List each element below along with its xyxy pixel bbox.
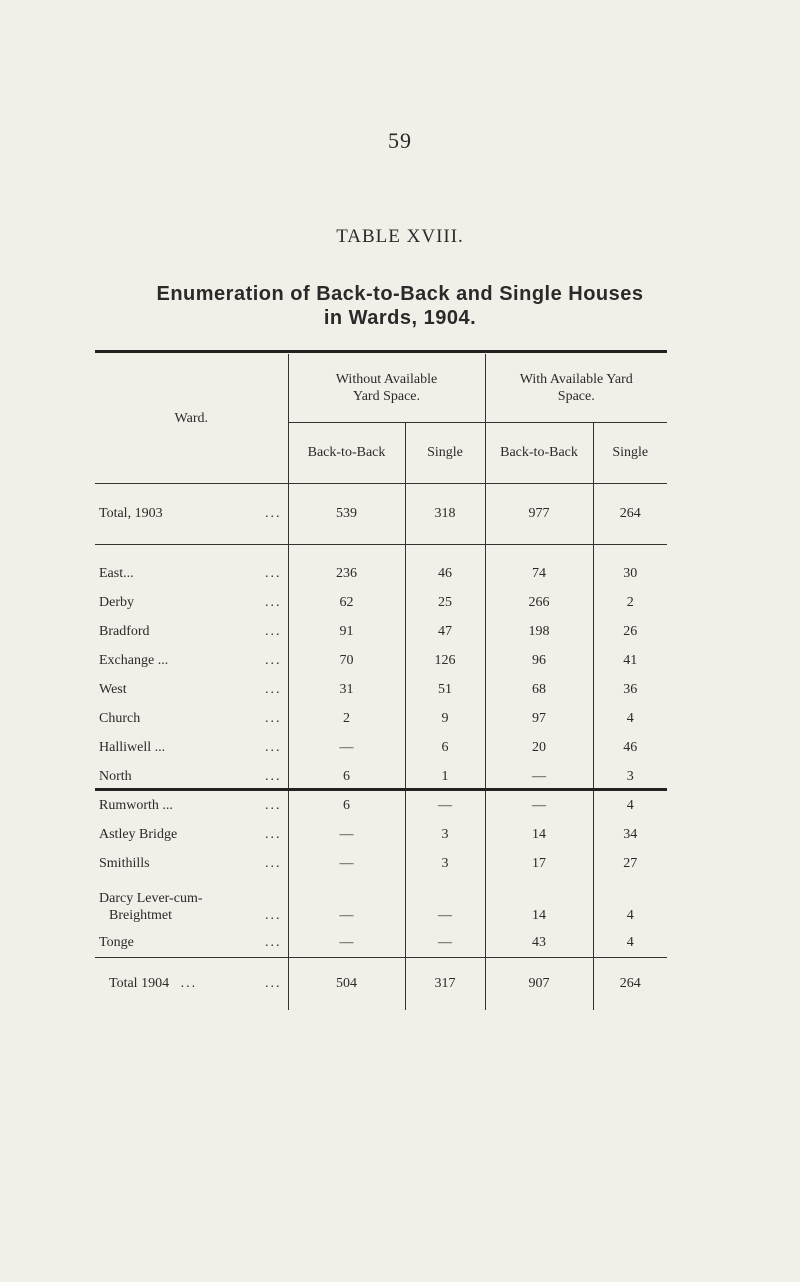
cell: 30 xyxy=(623,565,638,581)
ward-text xyxy=(99,890,203,924)
cell: 2 xyxy=(626,594,634,610)
leader-dots: ... xyxy=(265,934,282,950)
cell: 27 xyxy=(623,855,638,871)
cell: — xyxy=(405,791,485,820)
total-1903-label xyxy=(95,484,288,545)
leader-dots: ... xyxy=(265,908,282,923)
subheader-single-2: Single xyxy=(593,423,667,484)
cell: 34 xyxy=(623,826,638,842)
ward-text: Exchange ... xyxy=(99,652,169,668)
cell: 26 xyxy=(623,623,638,639)
cell: 4 xyxy=(626,908,634,923)
without-yard-header xyxy=(288,354,485,423)
ward-text: Rumworth ... xyxy=(99,797,173,813)
table-row xyxy=(95,762,667,791)
ward-text: Bradford xyxy=(99,623,150,639)
table-row xyxy=(95,545,667,589)
ward-name xyxy=(95,849,288,878)
cell: 318 xyxy=(405,484,485,545)
ward-text: Smithills xyxy=(99,855,150,871)
table-row xyxy=(95,820,667,849)
leader-dots: ... xyxy=(265,797,282,813)
cell: 3 xyxy=(405,849,485,878)
ward-text: Astley Bridge xyxy=(99,826,178,842)
cell: 74 xyxy=(485,545,593,589)
total-1904-label xyxy=(95,958,288,1011)
leader-dots: ... xyxy=(265,681,282,697)
cell: 31 xyxy=(288,675,405,704)
cell: — xyxy=(288,878,405,928)
cell: 91 xyxy=(288,617,405,646)
cell: 20 xyxy=(485,733,593,762)
leader-dots: ... xyxy=(265,855,282,871)
leader-dots: ... xyxy=(265,506,282,521)
cell: 36 xyxy=(623,681,638,697)
table-row xyxy=(95,588,667,617)
without-yard-text: Without Available Yard Space. xyxy=(335,372,438,404)
table-row xyxy=(95,791,667,820)
cell: 6 xyxy=(288,791,405,820)
table-row xyxy=(95,733,667,762)
cell: 43 xyxy=(485,928,593,958)
cell: 504 xyxy=(288,958,405,1011)
cell: 46 xyxy=(623,739,638,755)
cell: 47 xyxy=(405,617,485,646)
ward-text-line-2: Breightmet xyxy=(109,908,172,923)
cell: 266 xyxy=(485,588,593,617)
cell: 62 xyxy=(288,588,405,617)
ward-text: East... xyxy=(99,565,134,581)
top-rule xyxy=(95,350,667,353)
cell: 6 xyxy=(405,733,485,762)
leader-dots: ... xyxy=(265,976,282,991)
cell: 4 xyxy=(626,797,634,813)
table-row xyxy=(95,849,667,878)
table-number: TABLE XVIII. xyxy=(336,226,464,247)
leader-dots: ... xyxy=(265,710,282,726)
total-1904-row xyxy=(95,958,667,1011)
table-row xyxy=(95,617,667,646)
ward-header: Ward. xyxy=(95,354,288,484)
cell: 96 xyxy=(485,646,593,675)
cell: — xyxy=(485,762,593,791)
cell: 198 xyxy=(485,617,593,646)
ward-text: Church xyxy=(99,710,141,726)
total-1903-row xyxy=(95,484,667,545)
leader-dots: ... xyxy=(265,652,282,668)
houses-table xyxy=(95,354,667,1010)
leader-dots: ... xyxy=(265,768,282,784)
ward-name xyxy=(95,791,288,820)
ward-name xyxy=(95,675,288,704)
ward-name xyxy=(95,928,288,958)
ward-name xyxy=(95,545,288,589)
cell: 97 xyxy=(485,704,593,733)
ward-text: Halliwell ... xyxy=(99,739,166,755)
cell: — xyxy=(485,791,593,820)
with-yard-header xyxy=(485,354,667,423)
with-yard-text: With Available Yard Space. xyxy=(519,372,633,404)
ward-name xyxy=(95,733,288,762)
cell: 3 xyxy=(626,768,634,784)
cell: 51 xyxy=(405,675,485,704)
ward-text: Tonge xyxy=(99,934,134,950)
ward-name xyxy=(95,820,288,849)
cell: 264 xyxy=(593,484,667,545)
cell: 4 xyxy=(626,710,634,726)
ward-text: Derby xyxy=(99,594,134,610)
subheader-back-to-back-1: Back-to-Back xyxy=(288,423,405,484)
cell: 70 xyxy=(288,646,405,675)
cell: 14 xyxy=(485,820,593,849)
cell: 25 xyxy=(405,588,485,617)
cell: — xyxy=(288,849,405,878)
table-row xyxy=(95,675,667,704)
ward-name xyxy=(95,646,288,675)
title-line-2: in Wards, 1904. xyxy=(323,307,477,329)
total-1904-text: Total 1904 xyxy=(109,976,170,991)
ward-name xyxy=(95,878,288,928)
subheader-single-1: Single xyxy=(405,423,485,484)
total-1903-text: Total, 1903 xyxy=(99,506,163,521)
cell: — xyxy=(405,878,485,928)
cell: 126 xyxy=(405,646,485,675)
leader-dots: ... xyxy=(265,565,282,581)
table-row xyxy=(95,928,667,958)
table-row xyxy=(95,704,667,733)
bottom-rule xyxy=(95,788,667,791)
leader-dots: ... xyxy=(265,623,282,639)
cell: 41 xyxy=(623,652,638,668)
cell: — xyxy=(405,928,485,958)
cell: 17 xyxy=(485,849,593,878)
table-row xyxy=(95,646,667,675)
cell: — xyxy=(288,733,405,762)
ward-name xyxy=(95,762,288,791)
ward-name xyxy=(95,588,288,617)
cell: 9 xyxy=(405,704,485,733)
ward-text-line-1: Darcy Lever-cum- xyxy=(99,891,203,906)
cell: 907 xyxy=(485,958,593,1011)
cell: 236 xyxy=(288,545,405,589)
table-title xyxy=(0,282,800,330)
cell: 14 xyxy=(485,878,593,928)
cell: 264 xyxy=(593,958,667,1011)
cell: 317 xyxy=(405,958,485,1011)
ward-name xyxy=(95,704,288,733)
leader-dots: ... xyxy=(265,594,282,610)
page-number: 59 xyxy=(388,128,412,153)
ward-text: North xyxy=(99,768,132,784)
leader-dots: ... xyxy=(265,739,282,755)
subheader-back-to-back-2: Back-to-Back xyxy=(485,423,593,484)
ward-text: West xyxy=(99,681,127,697)
cell: — xyxy=(288,820,405,849)
table-row xyxy=(95,878,667,928)
cell: — xyxy=(288,928,405,958)
leader-dots: ... xyxy=(180,976,198,991)
cell: 1 xyxy=(405,762,485,791)
cell: 977 xyxy=(485,484,593,545)
cell: 68 xyxy=(485,675,593,704)
ward-name xyxy=(95,617,288,646)
cell: 4 xyxy=(626,934,634,950)
cell: 6 xyxy=(288,762,405,791)
cell: 3 xyxy=(405,820,485,849)
title-line-1: Enumeration of Back-to-Back and Single Houses xyxy=(156,283,644,305)
cell: 539 xyxy=(288,484,405,545)
cell: 2 xyxy=(288,704,405,733)
cell: 46 xyxy=(405,545,485,589)
leader-dots: ... xyxy=(265,826,282,842)
